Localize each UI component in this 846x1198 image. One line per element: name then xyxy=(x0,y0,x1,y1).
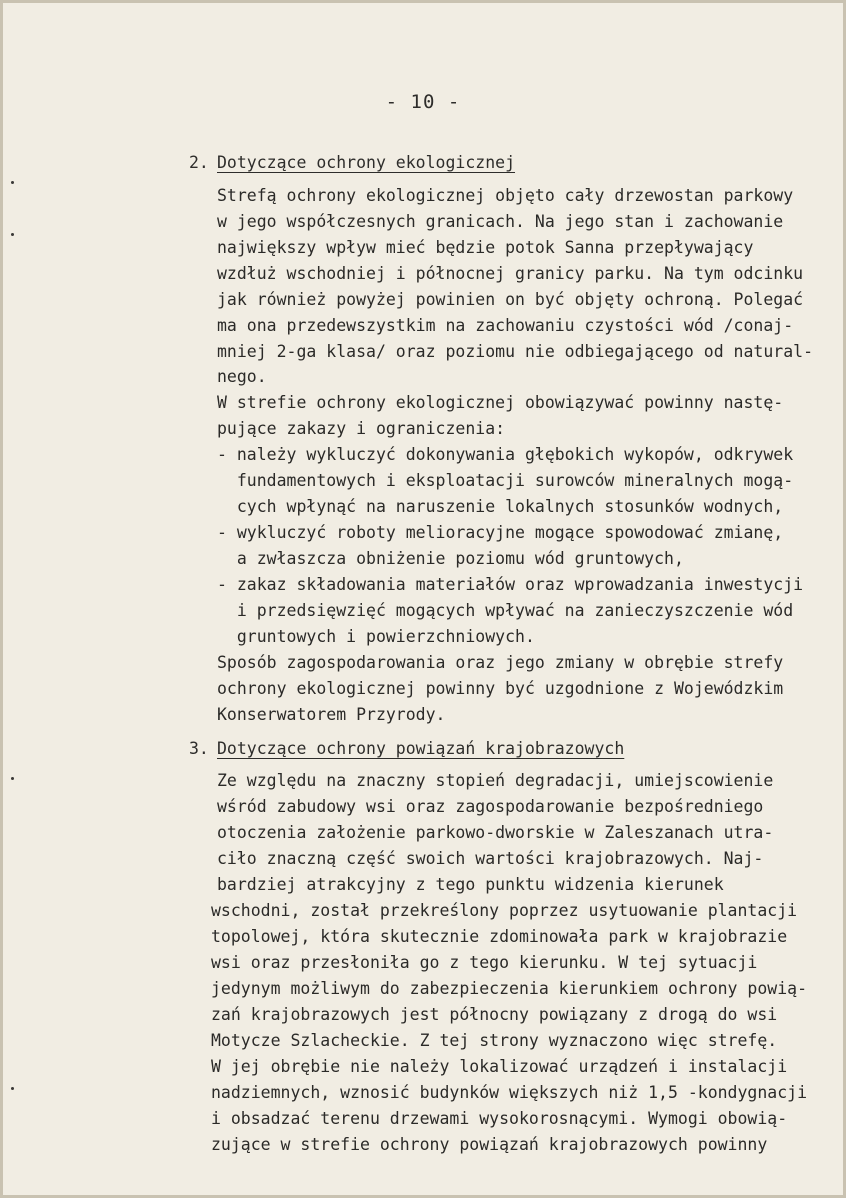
text-line: Sposób zagospodarowania oraz jego zmiany w obrębie strefy xyxy=(217,653,784,672)
margin-mark xyxy=(11,777,14,780)
text-line: jak również powyżej powinien on być objęty ochroną. Polegać xyxy=(217,290,804,309)
text-line: zujące w strefie ochrony powiązań krajobrazowych powinny xyxy=(211,1135,768,1154)
text-line: Strefą ochrony ekologicznej objęto cały drzewostan parkowy xyxy=(217,186,794,205)
text-line: W jej obrębie nie należy lokalizować urządzeń i instalacji xyxy=(211,1057,788,1076)
text-line: ochrony ekologicznej powinny być uzgodnione z Wojewódzkim xyxy=(217,679,784,698)
list-item-continuation: a zwłaszcza obniżenie poziomu wód gruntowych, xyxy=(217,549,684,568)
section-2-number: 2. xyxy=(189,153,209,172)
list-item-continuation: fundamentowych i eksploatacji surowców mineralnych mogą- xyxy=(217,471,794,490)
list-item-continuation: i przedsięwzięć mogących wpływać na zanieczyszczenie wód xyxy=(217,601,794,620)
list-item: - zakaz składowania materiałów oraz wprowadzania inwestycji xyxy=(217,575,804,594)
text-line: nego. xyxy=(217,367,267,386)
text-line: bardziej atrakcyjny z tego punktu widzenia kierunek xyxy=(217,875,724,894)
text-line: Ze względu na znaczny stopień degradacji, umiejscowienie xyxy=(217,771,774,790)
section-3-title: Dotyczące ochrony powiązań krajobrazowych xyxy=(217,739,625,758)
section-3-number: 3. xyxy=(189,739,209,758)
text-line: wsi oraz przesłoniła go z tego kierunku. W tej sytuacji xyxy=(211,953,758,972)
text-line: nadziemnych, wznosić budynków większych niż 1,5 -kondygnacji xyxy=(211,1083,808,1102)
text-line: ma ona przedewszystkim na zachowaniu czystości wód /conaj- xyxy=(217,316,794,335)
text-line: W strefie ochrony ekologicznej obowiązywać powinny nastę- xyxy=(217,393,784,412)
text-line: wśród zabudowy wsi oraz zagospodarowanie bezpośredniego xyxy=(217,797,764,816)
text-line: Konserwatorem Przyrody. xyxy=(217,705,446,724)
text-line: wzdłuż wschodniej i północnej granicy parku. Na tym odcinku xyxy=(217,264,804,283)
text-line: i obsadzać terenu drzewami wysokorosnącymi. Wymogi obowią- xyxy=(211,1109,788,1128)
text-line: jedynym możliwym do zabezpieczenia kierunkiem ochrony powią- xyxy=(211,979,808,998)
margin-mark xyxy=(11,233,14,236)
list-item: - wykluczyć roboty melioracyjne mogące spowodować zmianę, xyxy=(217,523,784,542)
text-line: zań krajobrazowych jest północny powiązany z drogą do wsi xyxy=(211,1005,778,1024)
list-item-continuation: cych wpłynąć na naruszenie lokalnych stosunków wodnych, xyxy=(217,497,784,516)
section-3-heading xyxy=(189,739,624,758)
text-line: w jego współczesnych granicach. Na jego stan i zachowanie xyxy=(217,212,784,231)
text-line: Motycze Szlacheckie. Z tej strony wyznaczono więc strefę. xyxy=(211,1031,778,1050)
text-line: wschodni, został przekreślony poprzez usytuowanie plantacji xyxy=(211,901,798,920)
page-number: - 10 - xyxy=(385,91,461,113)
section-2-heading xyxy=(189,153,515,172)
margin-mark xyxy=(11,181,14,184)
text-line: otoczenia założenie parkowo-dworskie w Zaleszanach utra- xyxy=(217,823,774,842)
margin-mark xyxy=(11,1087,14,1090)
list-item: - należy wykluczyć dokonywania głębokich wykopów, odkrywek xyxy=(217,445,794,464)
text-line: pujące zakazy i ograniczenia: xyxy=(217,419,506,438)
text-line: ciło znaczną część swoich wartości krajobrazowych. Naj- xyxy=(217,849,764,868)
text-line: topolowej, która skutecznie zdominowała park w krajobrazie xyxy=(211,927,788,946)
text-line: mniej 2-ga klasa/ oraz poziomu nie odbiegającego od natural- xyxy=(217,342,814,361)
list-item-continuation: gruntowych i powierzchniowych. xyxy=(217,627,535,646)
text-line: największy wpływ mieć będzie potok Sanna przepływający xyxy=(217,238,754,257)
section-2-title: Dotyczące ochrony ekologicznej xyxy=(217,153,516,172)
